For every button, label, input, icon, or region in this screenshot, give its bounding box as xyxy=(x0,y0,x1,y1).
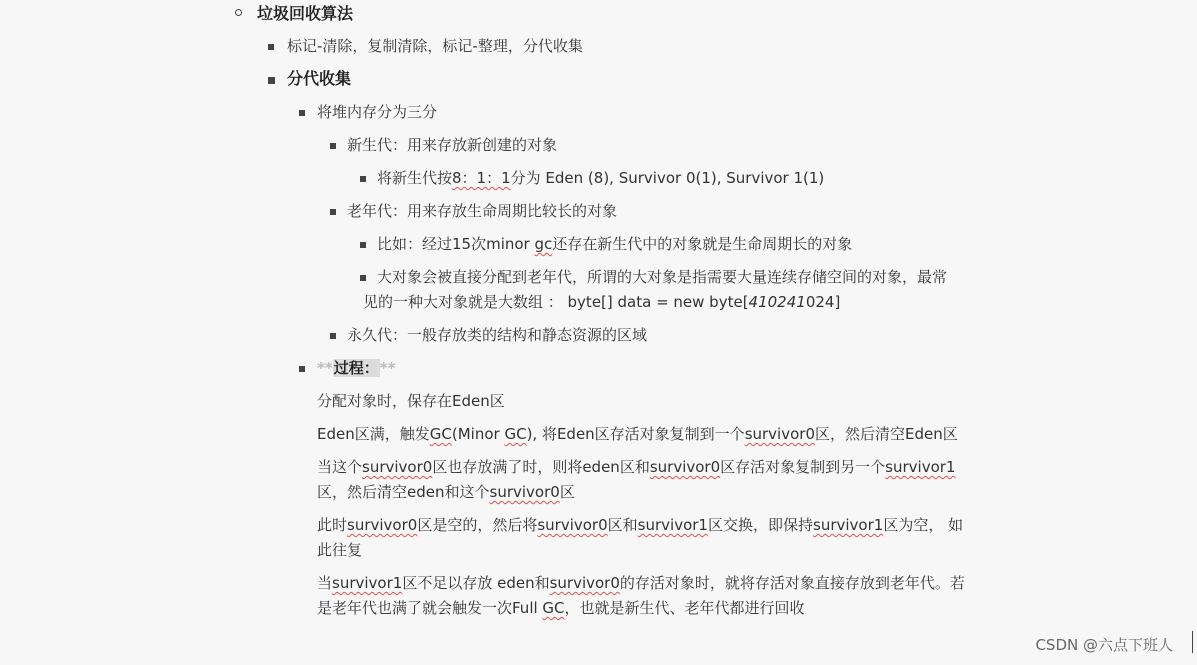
process-paragraph-2 xyxy=(317,422,958,446)
process-paragraph-3-line-1 xyxy=(317,455,955,479)
text-run: 区为空， 如 xyxy=(883,516,964,534)
young-gen-text: 新生代：用来存放新创建的对象 xyxy=(347,136,558,154)
markdown-stars: ** xyxy=(379,359,396,377)
square-bullet-icon xyxy=(330,209,336,215)
survivor-term: survivor1 xyxy=(885,458,956,476)
divider xyxy=(1192,631,1193,653)
text-run: 是老年代也满了就会触发一次Full xyxy=(317,599,543,617)
square-bullet-icon xyxy=(299,110,305,116)
large-objects-line-2 xyxy=(363,290,840,314)
text-run: 区，然后清空eden和这个 xyxy=(317,483,490,501)
text-run: Eden区满，触发 xyxy=(317,425,430,443)
square-bullet-icon xyxy=(299,366,305,372)
large-objects-line-1: 大对象会被直接分配到老年代，所谓的大对象是指需要大量连续存储空间的对象，最常 xyxy=(377,268,948,286)
process-paragraph-5-line-2 xyxy=(317,596,805,620)
process-paragraph-4-line-1 xyxy=(317,513,963,537)
old-gen-text: 老年代：用来存放生命周期比较长的对象 xyxy=(347,202,618,220)
survivor-term: survivor0 xyxy=(744,425,815,443)
survivor-term: survivor0 xyxy=(489,483,560,501)
text-run: 此时 xyxy=(317,516,348,534)
text-run: 024] xyxy=(805,293,841,311)
gc-term: GC xyxy=(504,425,527,443)
square-bullet-icon xyxy=(360,242,366,248)
square-bullet-icon xyxy=(268,77,275,84)
text-run: 区不足以存放 eden和 xyxy=(402,574,550,592)
heap-split-text: 将堆内存分为三分 xyxy=(317,103,438,121)
survivor-term: survivor0 xyxy=(549,574,620,592)
text-run: (Minor xyxy=(451,425,505,443)
process-paragraph-1: 分配对象时，保存在Eden区 xyxy=(317,392,505,410)
process-heading: 过程： xyxy=(333,359,379,377)
text-run: 区也存放满了时，则将eden区和 xyxy=(432,458,650,476)
survivor-term: survivor0 xyxy=(362,458,433,476)
text-run: 区是空的，然后将 xyxy=(417,516,538,534)
square-bullet-icon xyxy=(360,275,366,281)
process-paragraph-3-line-2 xyxy=(317,480,575,504)
text-run: 区交换，即保持 xyxy=(707,516,813,534)
ratio-text: 8：1：1 xyxy=(452,169,511,187)
survivor-term: survivor0 xyxy=(649,458,721,476)
text-run: 区，然后清空Eden区 xyxy=(815,425,958,443)
text-run: 分为 Eden (8), Survivor 0(1), Survivor 1(1) xyxy=(510,169,825,187)
gc-term: GC xyxy=(542,599,565,617)
text-run: 当这个 xyxy=(317,458,363,476)
square-bullet-icon xyxy=(330,333,336,339)
text-run: ，也就是新生代、老年代都进行回收 xyxy=(564,599,805,617)
algorithms-list: 标记-清除，复制清除，标记-整理，分代收集 xyxy=(287,37,583,55)
gc-algorithms-heading: 垃圾回收算法 xyxy=(257,4,354,23)
process-label xyxy=(317,356,395,380)
square-bullet-icon xyxy=(330,143,336,149)
square-bullet-icon xyxy=(360,176,366,182)
text-run: 区存活对象复制到另一个 xyxy=(720,458,886,476)
generational-heading: 分代收集 xyxy=(287,69,352,88)
young-ratio-text xyxy=(377,166,824,190)
italic-number: 410241 xyxy=(748,293,806,311)
gc-term: gc xyxy=(534,235,553,253)
survivor-term: survivor0 xyxy=(347,516,418,534)
markdown-stars: ** xyxy=(317,359,333,377)
text-run: ), 将Eden区存活对象复制到一个 xyxy=(526,425,745,443)
survivor-term: survivor1 xyxy=(637,516,708,534)
text-run: 将新生代按 xyxy=(377,169,453,187)
process-paragraph-4-line-2: 此往复 xyxy=(317,541,363,559)
perm-gen-text: 永久代：一般存放类的结构和静态资源的区域 xyxy=(347,326,648,344)
text-run: 当 xyxy=(317,574,333,592)
circle-bullet-icon xyxy=(235,9,242,16)
survivor-term: survivor1 xyxy=(813,516,884,534)
example-text xyxy=(377,232,852,256)
text-run: 区和 xyxy=(607,516,638,534)
process-paragraph-5-line-1 xyxy=(317,571,965,595)
square-bullet-icon xyxy=(268,44,274,50)
survivor-term: survivor1 xyxy=(332,574,403,592)
text-run: 区 xyxy=(559,483,575,501)
text-run: 比如：经过15次minor xyxy=(377,235,535,253)
csdn-watermark: CSDN @六点下班人 xyxy=(1035,636,1173,654)
survivor-term: survivor0 xyxy=(537,516,608,534)
text-run: 的存活对象时，就将存活对象直接存放到老年代。若 xyxy=(619,574,965,592)
text-run: 还存在新生代中的对象就是生命周期长的对象 xyxy=(552,235,853,253)
gc-term: GC xyxy=(429,425,452,443)
text-run: 见的一种大对象就是大数组 ： byte[] data = new byte[ xyxy=(363,293,749,311)
